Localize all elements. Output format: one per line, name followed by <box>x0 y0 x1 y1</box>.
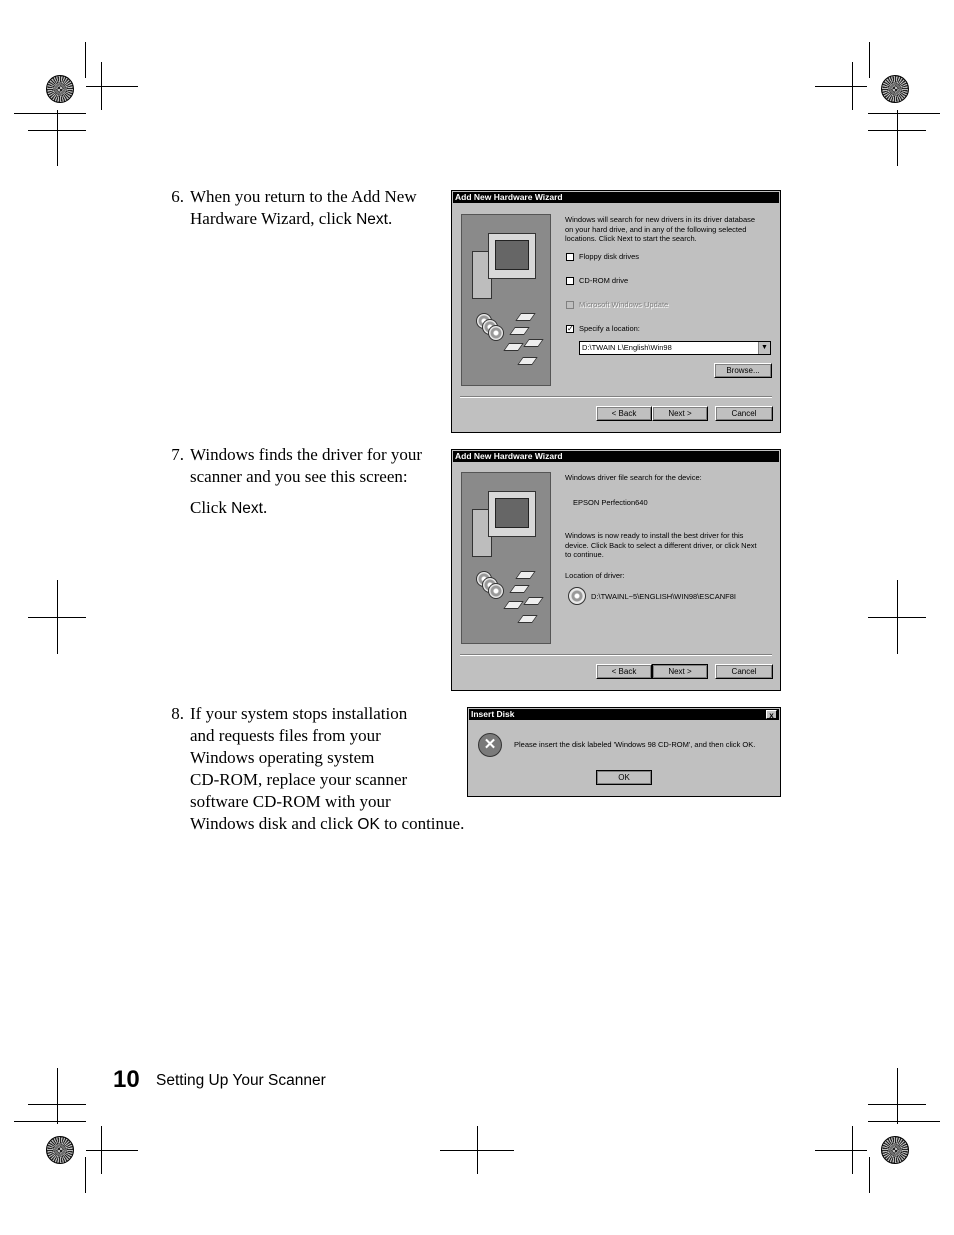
driver-search-label: Windows driver file search for the device: <box>565 473 702 482</box>
crop-line <box>868 1121 940 1122</box>
step-line: Windows finds the driver for your <box>190 445 423 464</box>
monitor-icon <box>488 233 536 279</box>
step-line: Windows operating system <box>190 748 375 767</box>
floppy-drives-label: Floppy disk drives <box>579 252 640 261</box>
floppy-disk-icon <box>523 339 544 347</box>
dropdown-arrow-icon[interactable]: ▼ <box>758 342 770 354</box>
crop-line <box>869 42 870 78</box>
next-button[interactable]: Next > <box>652 406 708 421</box>
ready-line: device. Click Back to select a different driver, or click Next <box>565 540 757 550</box>
crop-line <box>815 86 867 87</box>
cdrom-drive-checkbox[interactable] <box>566 277 574 285</box>
floppy-disk-icon <box>515 313 536 321</box>
step-text <box>190 703 464 836</box>
step-8 <box>162 703 492 839</box>
step-line: If your system stops installation <box>190 704 408 723</box>
error-icon: ✕ <box>478 733 502 757</box>
crop-line <box>440 1150 514 1151</box>
floppy-disk-icon <box>517 357 538 365</box>
browse-button[interactable]: Browse... <box>714 363 772 378</box>
back-button[interactable]: < Back <box>596 664 652 679</box>
registration-target-icon <box>881 75 909 103</box>
screen <box>495 498 529 528</box>
crop-line <box>14 113 86 114</box>
crop-line <box>57 110 58 166</box>
step-line: When you return to the Add New <box>190 187 417 206</box>
crop-line <box>868 1104 926 1105</box>
crop-line <box>868 130 926 131</box>
crop-line <box>897 110 898 166</box>
floppy-disk-icon <box>503 601 524 609</box>
crop-line <box>57 1068 58 1124</box>
separator <box>460 396 772 398</box>
floppy-disk-icon <box>515 571 536 579</box>
crop-line <box>85 1157 86 1193</box>
device-name: EPSON Perfection640 <box>573 498 648 507</box>
registration-target-icon <box>46 1136 74 1164</box>
driver-path: D:\TWAINL~5\ENGLISH\WIN98\ESCANF8I <box>591 592 736 601</box>
ui-term: Next <box>356 211 388 228</box>
dialog-title <box>469 709 779 720</box>
crop-line <box>14 1121 86 1122</box>
windows-update-label: Microsoft Windows Update <box>579 300 669 309</box>
intro-line: on your hard drive, and in any of the following selected <box>565 224 747 234</box>
cd-icon <box>488 583 504 599</box>
floppy-drives-checkbox[interactable] <box>566 253 574 261</box>
text: Windows disk and click <box>190 814 358 833</box>
text: Hardware Wizard, click <box>190 209 357 228</box>
crop-line <box>86 1150 138 1151</box>
step-6 <box>162 186 442 236</box>
insert-disk-dialog <box>467 707 781 797</box>
screen <box>495 240 529 270</box>
ok-button[interactable]: OK <box>596 770 652 785</box>
crop-line <box>28 130 86 131</box>
step-line: software CD-ROM with your <box>190 792 391 811</box>
cancel-button[interactable]: Cancel <box>715 406 773 421</box>
step-line: and requests files from your <box>190 726 381 745</box>
insert-disk-message: Please insert the disk labeled 'Windows 98 CD-ROM', and then click OK. <box>514 740 756 749</box>
add-hardware-wizard-dialog-2 <box>451 449 781 691</box>
cd-icon <box>488 325 504 341</box>
floppy-disk-icon <box>509 327 530 335</box>
separator <box>460 654 772 656</box>
step-text <box>190 444 422 520</box>
driver-location-label: Location of driver: <box>565 571 625 580</box>
step-line: CD-ROM, replace your scanner <box>190 770 408 789</box>
wizard-illustration <box>461 214 551 386</box>
crop-line <box>28 1104 86 1105</box>
monitor-icon <box>488 491 536 537</box>
step-line <box>190 208 417 231</box>
wizard-intro <box>565 215 777 244</box>
crop-line <box>85 42 86 78</box>
cancel-button[interactable]: Cancel <box>715 664 773 679</box>
floppy-disk-icon <box>523 597 544 605</box>
ui-term: OK <box>357 816 380 833</box>
ready-text <box>565 531 777 560</box>
crop-line <box>868 617 926 618</box>
location-value: D:\TWAIN L\English\Win98 <box>582 343 672 352</box>
windows-update-checkbox <box>566 301 574 309</box>
dialog-title: Add New Hardware Wizard <box>453 451 779 462</box>
specify-location-checkbox[interactable]: ✓ <box>567 324 574 333</box>
crop-line <box>869 1157 870 1193</box>
step-text <box>190 186 417 231</box>
step-7 <box>162 444 442 524</box>
intro-line: locations. Click Next to start the search. <box>565 234 697 243</box>
step-number: 6. <box>171 187 184 206</box>
floppy-disk-icon <box>517 615 538 623</box>
intro-line: Windows will search for new drivers in its driver database <box>565 215 756 224</box>
location-combobox[interactable] <box>579 341 771 355</box>
step-line: scanner and you see this screen: <box>190 467 408 486</box>
text: Click <box>190 498 232 517</box>
registration-target-icon <box>46 75 74 103</box>
step-line <box>190 813 464 836</box>
back-button[interactable]: < Back <box>596 406 652 421</box>
cd-drive-icon <box>568 587 586 605</box>
section-title: Setting Up Your Scanner <box>156 1072 326 1089</box>
page-number: 10 <box>113 1066 140 1093</box>
add-hardware-wizard-dialog-1 <box>451 190 781 433</box>
next-button[interactable]: Next > <box>652 664 708 679</box>
text: . <box>387 209 393 228</box>
ready-line: Windows is now ready to install the best driver for this <box>565 531 744 540</box>
floppy-disk-icon <box>509 585 530 593</box>
ui-term: Next <box>231 500 263 517</box>
text: to continue. <box>379 814 465 833</box>
text: . <box>262 498 268 517</box>
close-icon[interactable]: x <box>766 710 777 719</box>
floppy-disk-icon <box>503 343 524 351</box>
cdrom-drive-label: CD-ROM drive <box>579 276 629 285</box>
crop-line <box>28 617 86 618</box>
wizard-illustration <box>461 472 551 644</box>
crop-line <box>868 113 940 114</box>
step-number: 8. <box>171 704 184 723</box>
crop-line <box>815 1150 867 1151</box>
crop-line <box>86 86 138 87</box>
ready-line: to continue. <box>565 550 604 559</box>
dialog-title: Add New Hardware Wizard <box>453 192 779 203</box>
specify-location-label: Specify a location: <box>579 324 640 333</box>
crop-line <box>897 1068 898 1124</box>
step-number: 7. <box>171 445 184 464</box>
title-text: Insert Disk <box>471 709 515 719</box>
registration-target-icon <box>881 1136 909 1164</box>
step-line <box>190 497 422 520</box>
